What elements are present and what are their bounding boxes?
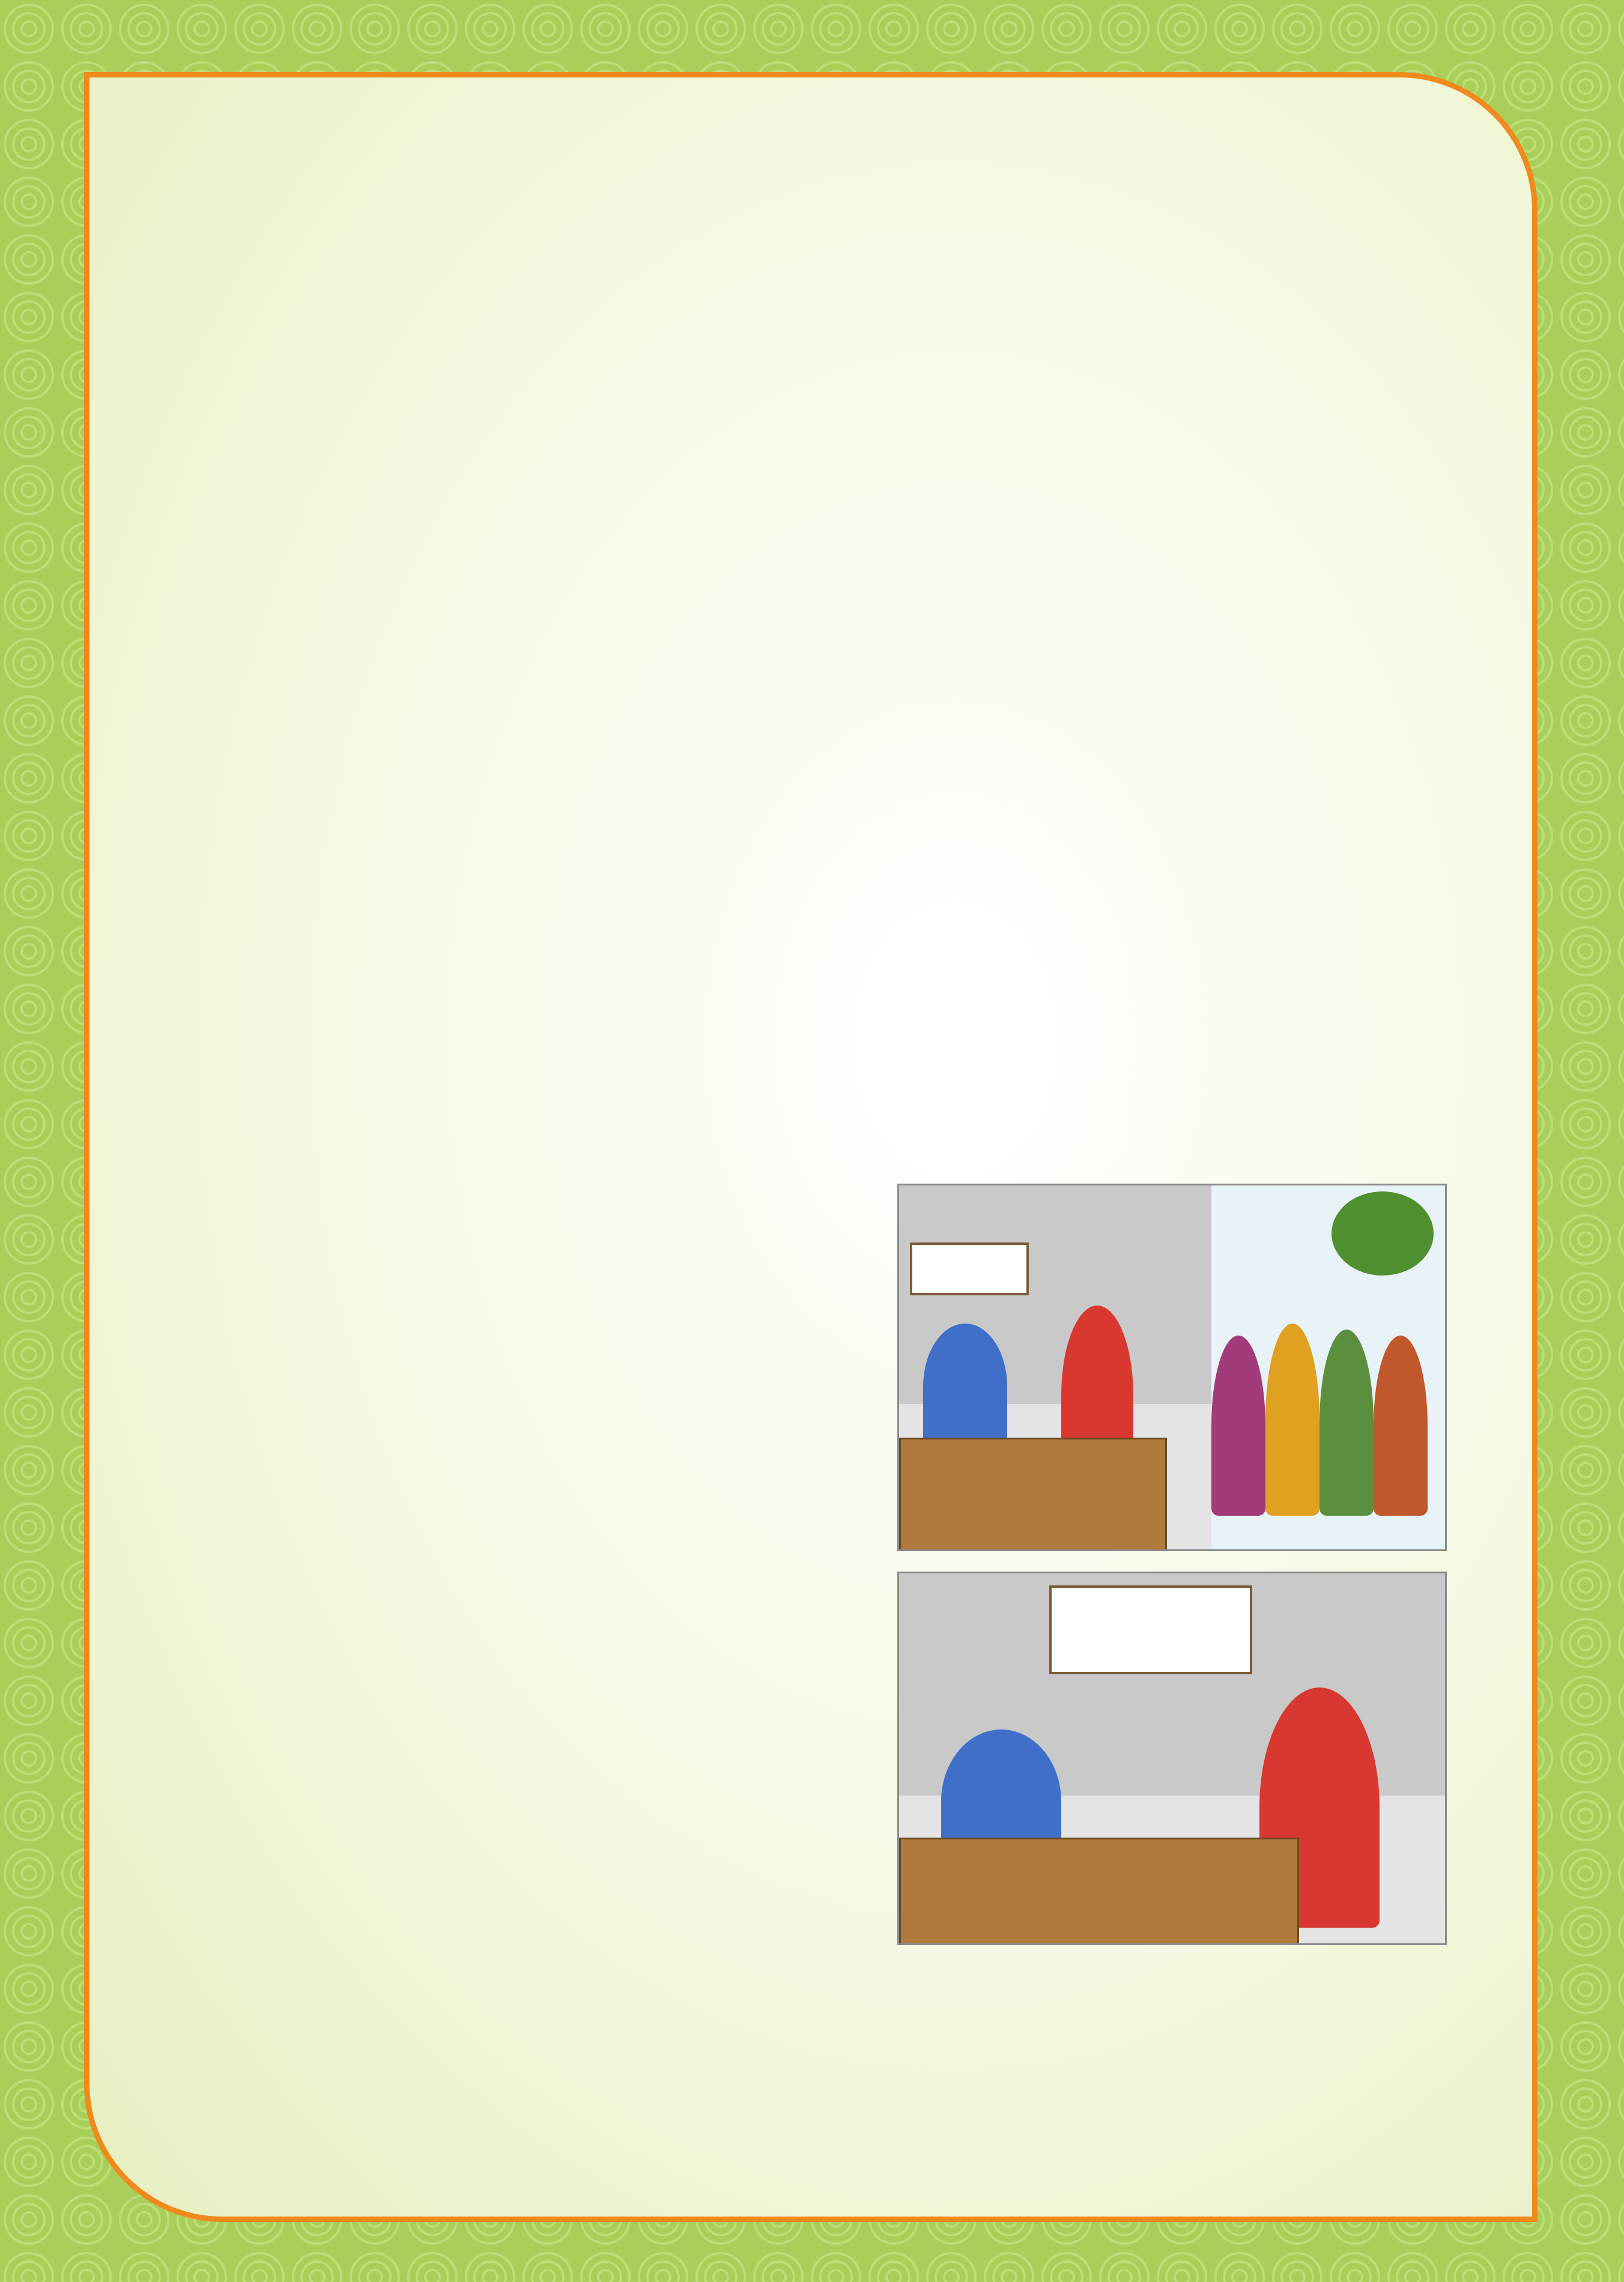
- bc-agent-figure: [923, 1324, 1007, 1450]
- bank-desk: [899, 1838, 1299, 1945]
- bc-transaction-illustration: [897, 1572, 1447, 1945]
- business-correspondent-sign: [910, 1242, 1029, 1295]
- bank-desk: [899, 1438, 1167, 1551]
- section1-body: [144, 186, 1489, 474]
- section3-body: [144, 1306, 852, 1990]
- business-correspondent-sign: [1049, 1585, 1252, 1674]
- section2-body: [144, 659, 1489, 1163]
- content-panel: [84, 72, 1538, 2222]
- bank-queue-illustration: [897, 1184, 1447, 1551]
